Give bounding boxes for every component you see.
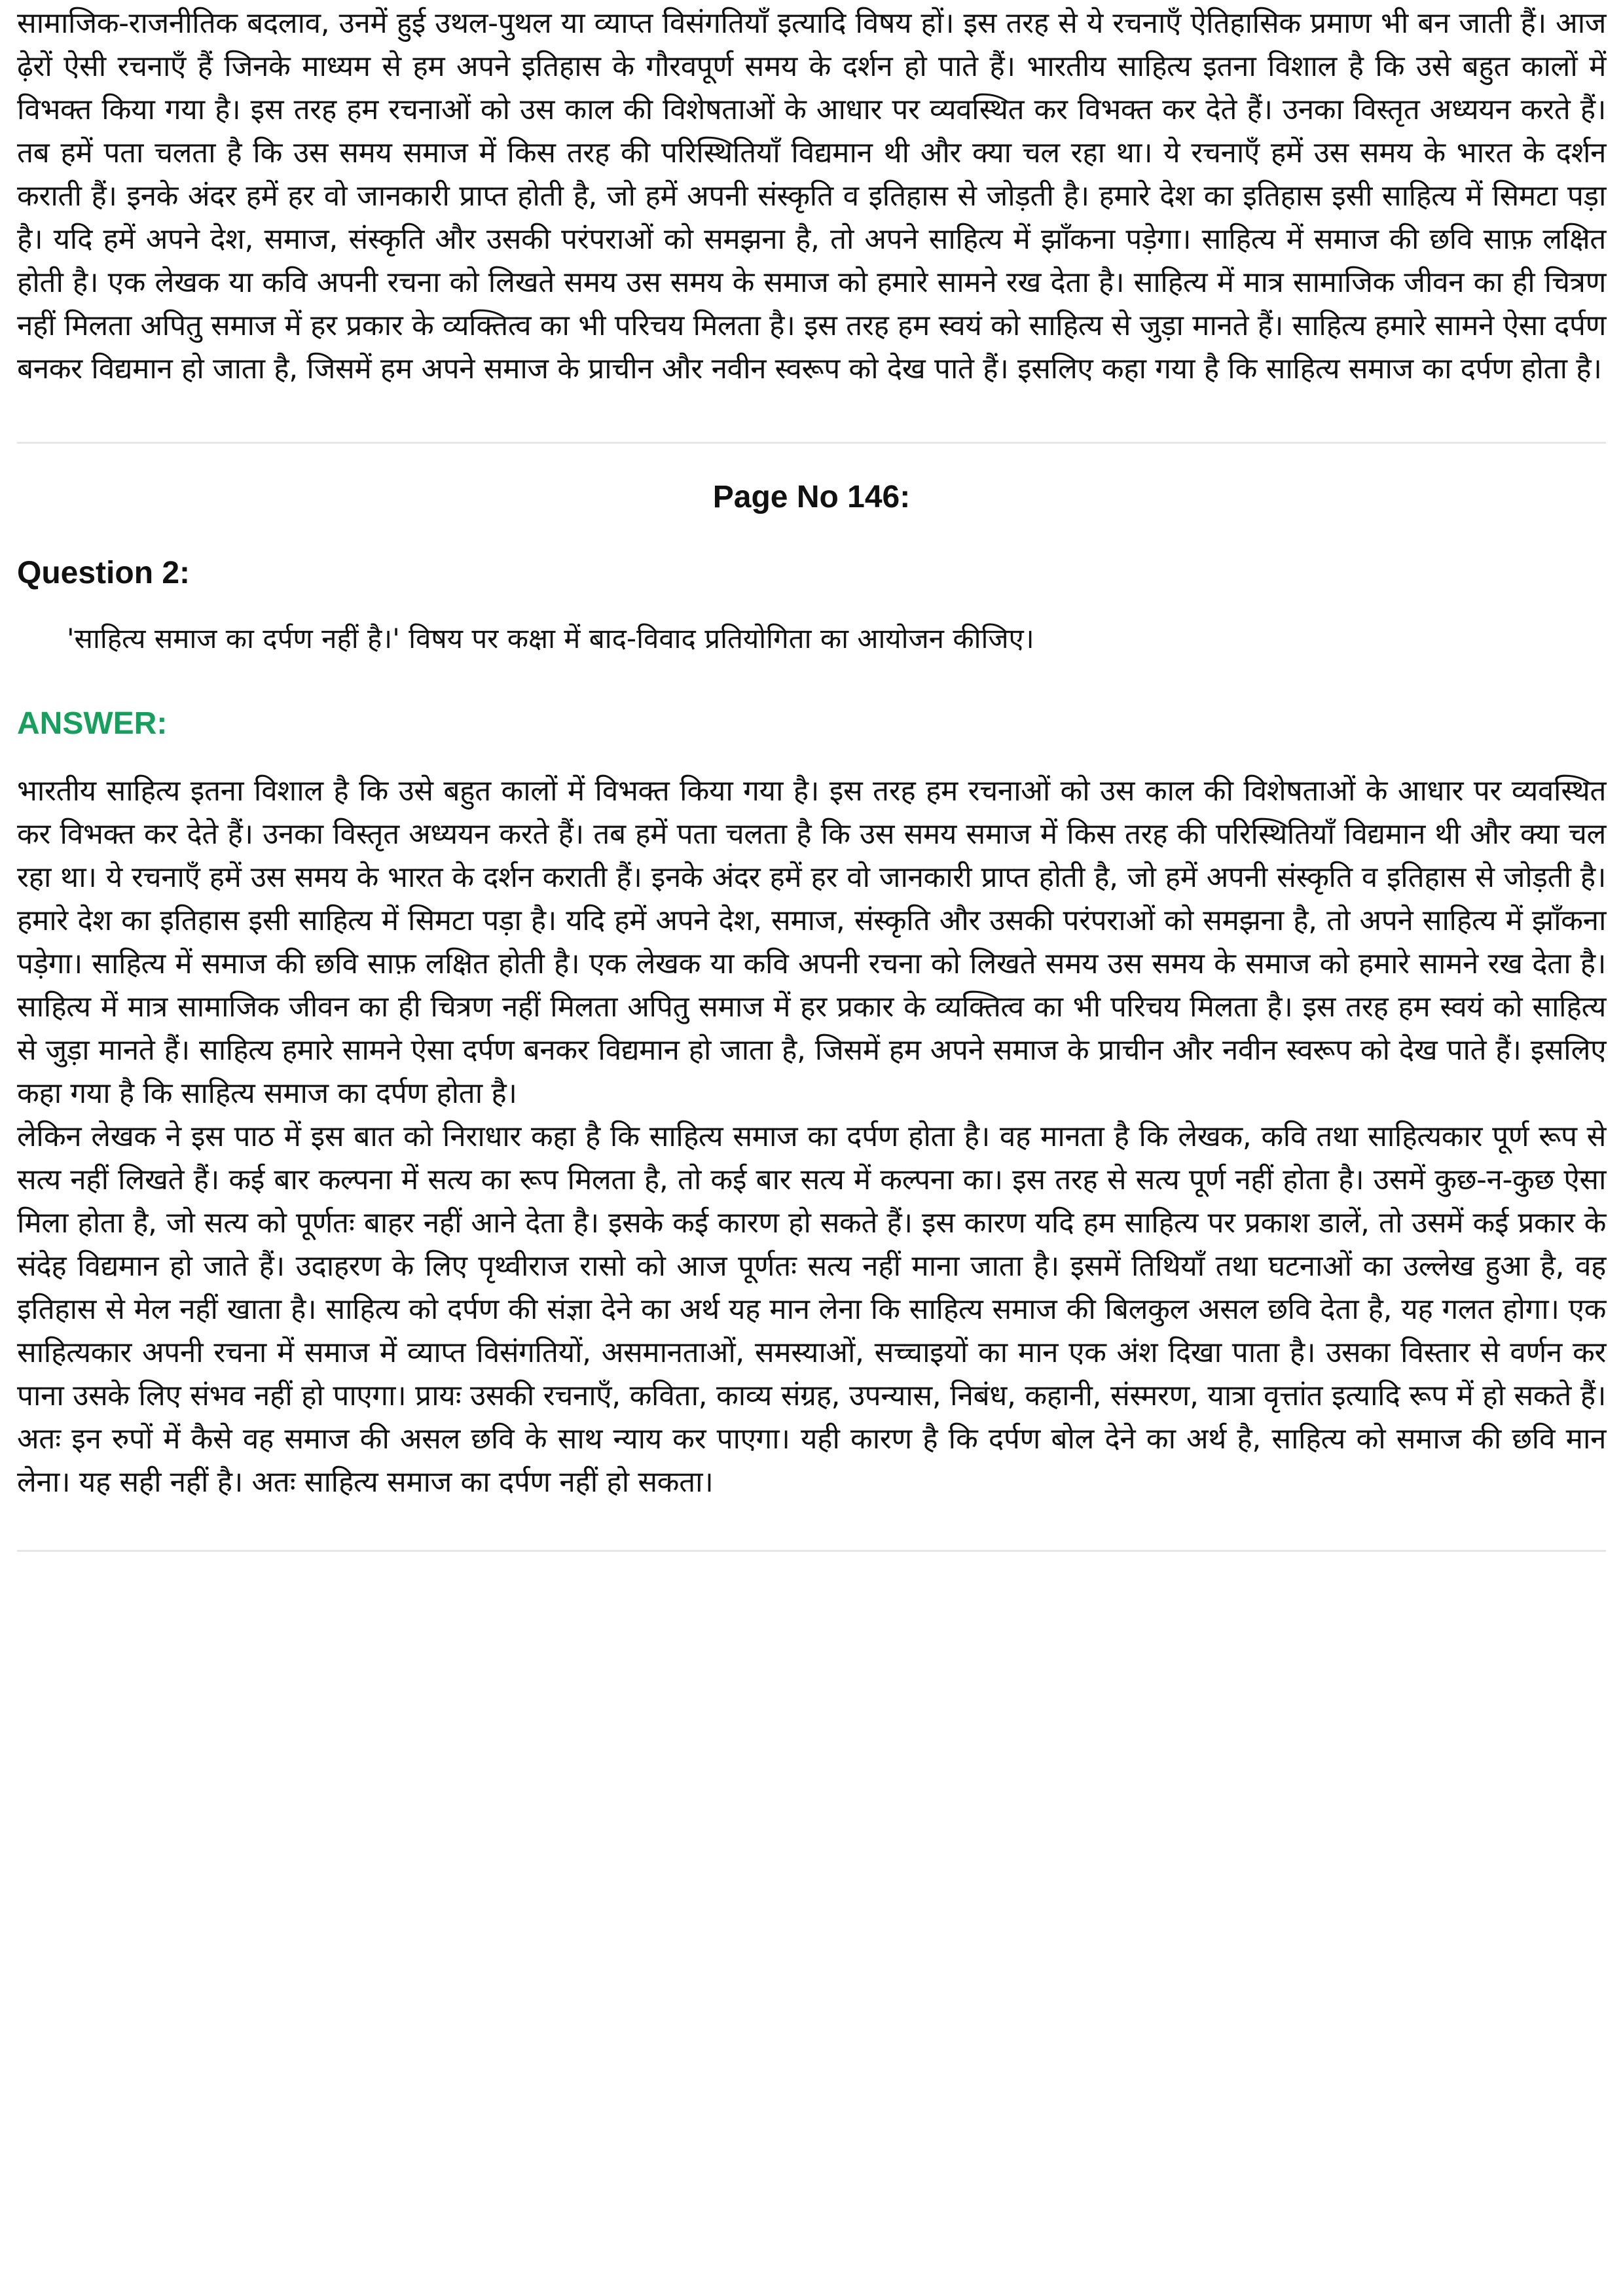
section-divider (17, 442, 1606, 444)
answer-label: ANSWER: (17, 706, 168, 741)
page-number: Page No 146: (712, 480, 911, 514)
section-divider (17, 1550, 1606, 1552)
document-page (17, 0, 1606, 1552)
answer-paragraph: लेकिन लेखक ने इस पाठ में इस बात को निराधार कहा है कि साहित्य समाज का दर्पण होता है। वह मानता है कि लेखक, कवि तथा साहित्यकार पूर्ण रूप से सत्य नहीं लिखते हैं। कई बार कल्पना में सत्य का रूप मिलता है, तो कई बार सत्य में कल्पना का। इस तरह से सत्य पूर्ण नहीं होता है। उसमें कुछ-न-कुछ ऐसा मिला होता है, जो सत्य को पूर्णतः बाहर नहीं आने देता है। इसके कई कारण हो सकते हैं। इस कारण यदि हम साहित्य पर प्रकाश डालें, तो उसमें कई प्रकार के संदेह विद्यमान हो जाते हैं। उदाहरण के लिए पृथ्वीराज रासो को आज पूर्णतः सत्य नहीं माना जाता है। इसमें तिथियाँ तथा घटनाओं का उल्लेख हुआ है, वह इतिहास से मेल नहीं खाता है। साहित्य को दर्पण की संज्ञा देने का अर्थ यह मान लेना कि साहित्य समाज की बिलकुल असल छवि देता है, यह गलत होगा। एक साहित्यकार अपनी रचना में समाज में व्याप्त विसंगतियों, असमानताओं, समस्याओं, सच्चाइयों का मान एक अंश दिखा पाता है। उसका विस्तार से वर्णन कर पाना उसके लिए संभव नहीं हो पाएगा। प्रायः उसकी रचनाएँ, कविता, काव्य संग्रह, उपन्यास, निबंध, कहानी, संस्मरण, यात्रा वृत्तांत इत्यादि रूप में हो सकते हैं। अतः इन रुपों में कैसे वह समाज की असल छवि के साथ न्याय कर पाएगा। यही कारण है कि दर्पण बोल देने का अर्थ है, साहित्य को समाज की छवि मान लेना। यह सही नहीं है। अतः साहित्य समाज का दर्पण नहीं हो सकता। (17, 1120, 1606, 1499)
question-label: Question 2: (17, 556, 191, 590)
intro-paragraph: सामाजिक-राजनीतिक बदलाव, उनमें हुई उथल-पुथल या व्याप्त विसंगतियाँ इत्यादि विषय हों। इस तरह से ये रचनाएँ ऐतिहासिक प्रमाण भी बन जाती हैं। आज ढ़ेरों ऐसी रचनाएँ हैं जिनके माध्यम से हम अपने इतिहास के गौरवपूर्ण समय के दर्शन हो पाते हैं। भारतीय साहित्य इतना विशाल है कि उसे बहुत कालों में विभक्त किया गया है। इस तरह हम रचनाओं को उस काल की विशेषताओं के आधार पर व्यवस्थित कर विभक्त कर देते हैं। उनका विस्तृत अध्ययन करते हैं। तब हमें पता चलता है कि उस समय समाज में किस तरह की परिस्थितियाँ विद्यमान थी और क्या चल रहा था। ये रचनाएँ हमें उस समय के भारत के दर्शन कराती हैं। इनके अंदर हमें हर वो जानकारी प्राप्त होती है, जो हमें अपनी संस्कृति व इतिहास से जोड़ती है। हमारे देश का इतिहास इसी साहित्य में सिमटा पड़ा है। यदि हमें अपने देश, समाज, संस्कृति और उसकी परंपराओं को समझना है, तो अपने साहित्य में झाँकना पड़ेगा। साहित्य में समाज की छवि साफ़ लक्षित होती है। एक लेखक या कवि अपनी रचना को लिखते समय उस समय के समाज को हमारे सामने रख देता है। साहित्य में मात्र सामाजिक जीवन का ही चित्रण नहीं मिलता अपितु समाज में हर प्रकार के व्यक्तित्व का भी परिचय मिलता है। इस तरह हम स्वयं को साहित्य से जुड़ा मानते हैं। साहित्य हमारे सामने ऐसा दर्पण बनकर विद्यमान हो जाता है, जिसमें हम अपने समाज के प्राचीन और नवीन स्वरूप को देख पाते हैं। इसलिए कहा गया है कि साहित्य समाज का दर्पण होता है। (17, 7, 1606, 386)
question-text: 'साहित्य समाज का दर्पण नहीं है।' विषय पर कक्षा में बाद-विवाद प्रतियोगिता का आयोजन कीजिए। (67, 622, 1034, 655)
answer-paragraph: भारतीय साहित्य इतना विशाल है कि उसे बहुत कालों में विभक्त किया गया है। इस तरह हम रचनाओं को उस काल की विशेषताओं के आधार पर व्यवस्थित कर विभक्त कर देते हैं। उनका विस्तृत अध्ययन करते हैं। तब हमें पता चलता है कि उस समय समाज में किस तरह की परिस्थितियाँ विद्यमान थी और क्या चल रहा था। ये रचनाएँ हमें उस समय के भारत के दर्शन कराती हैं। इनके अंदर हमें हर वो जानकारी प्राप्त होती है, जो हमें अपनी संस्कृति व इतिहास से जोड़ती है। हमारे देश का इतिहास इसी साहित्य में सिमटा पड़ा है। यदि हमें अपने देश, समाज, संस्कृति और उसकी परंपराओं को समझना है, तो अपने साहित्य में झाँकना पड़ेगा। साहित्य में समाज की छवि साफ़ लक्षित होती है। एक लेखक या कवि अपनी रचना को लिखते समय उस समय के समाज को हमारे सामने रख देता है। साहित्य में मात्र सामाजिक जीवन का ही चित्रण नहीं मिलता अपितु समाज में हर प्रकार के व्यक्तित्व का भी परिचय मिलता है। इस तरह हम स्वयं को साहित्य से जुड़ा मानते हैं। साहित्य हमारे सामने ऐसा दर्पण बनकर विद्यमान हो जाता है, जिसमें हम अपने समाज के प्राचीन और नवीन स्वरूप को देख पाते हैं। इसलिए कहा गया है कि साहित्य समाज का दर्पण होता है। (17, 774, 1606, 1110)
